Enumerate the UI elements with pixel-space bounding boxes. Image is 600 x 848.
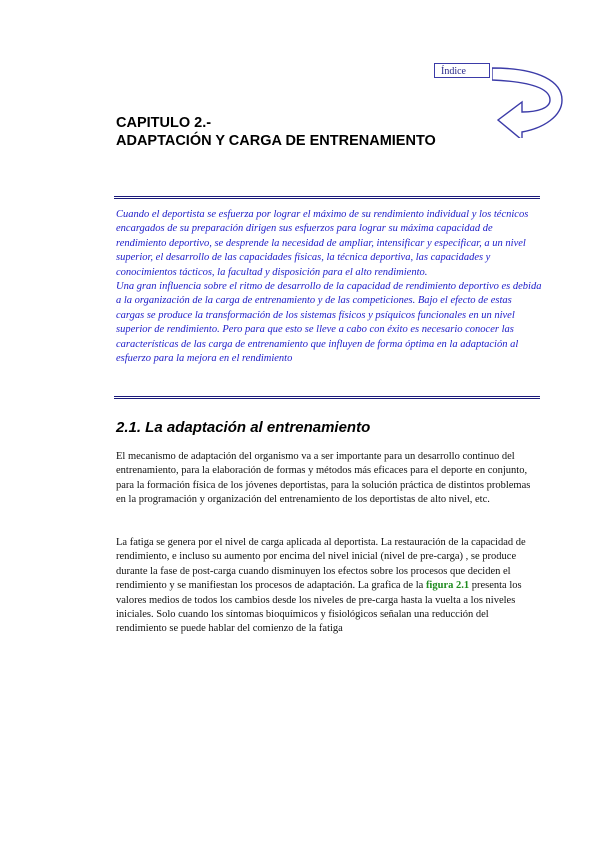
section-heading: 2.1. La adaptación al entrenamiento xyxy=(116,419,371,436)
body-text-segment: presenta los valores medios de todos los cambios desde los niveles de pre-carga hasta la vuelta a los niveles iniciales. Solo cuando los síntomas bioquímicos y fisiológicos señalan una reducción del rendimiento se puede hablar del comienzo de la fatiga xyxy=(116,580,522,635)
intro-bottom-divider xyxy=(114,396,540,399)
chapter-introduction xyxy=(116,208,542,366)
intro-top-divider xyxy=(114,196,540,199)
intro-paragraph: Cuando el deportista se esfuerza por lograr el máximo de su rendimiento individual y los técnicos encargados de su preparación dirigen sus esfuerzos para lograr su máxima capacidad de rendimiento deportivo, se desprende la necesidad de ampliar, intensificar y especificar, a un nivel superior, el desarrollo de las capacidades físicas, la técnica deportiva, las capacidades y conocimientos tácticos, la facultad y disposición para el alto rendimiento. xyxy=(116,209,529,278)
intro-paragraph: Una gran influencia sobre el ritmo de desarrollo de la capacidad de rendimiento deportivo es debida a la organización de la carga de entrenamiento y de las competiciones. Bajo el efecto de estas cargas se produce la transformación de los sistemas físicos y psíquicos funcionales en un nivel superior de rendimiento. Pero para que esto se lleve a cabo con éxito es necesario conocer las características de las carga de entrenamiento que influyen de forma óptima en la adaptación al esfuerzo para la mejora en el rendimiento xyxy=(116,281,542,365)
figure-link[interactable]: figura 2.1 xyxy=(425,580,470,592)
body-paragraph xyxy=(116,536,542,637)
body-paragraph: El mecanismo de adaptación del organismo va a ser importante para un desarrollo continuo del entrenamiento, para la elaboración de formas y métodos más eficaces para el deporte en conjunto, para la formación física de los jóvenes deportistas, para la solución práctica de distintos problemas en la programación y organización del entrenamiento de los deportistas de alto nivel, etc. xyxy=(116,451,531,506)
chapter-title xyxy=(116,114,436,150)
back-arrow-icon[interactable] xyxy=(492,60,570,138)
chapter-number: CAPITULO 2.- xyxy=(116,115,212,131)
chapter-name: ADAPTACIÓN Y CARGA DE ENTRENAMIENTO xyxy=(116,133,436,149)
index-link[interactable]: Índice xyxy=(434,63,490,78)
body-text-segment: La fatiga se genera por el nivel de carga aplicada al deportista. La restauración de la capacidad de rendimiento, e incluso su aumento por encima del nivel inicial (nivel de pre-carga) , se produce durante la fase de post-carga cuando disminuyen los efectos sobre los procesos que deciden el rendimiento y se manifiestan los procesos de adaptación. La grafica de la xyxy=(116,537,526,592)
